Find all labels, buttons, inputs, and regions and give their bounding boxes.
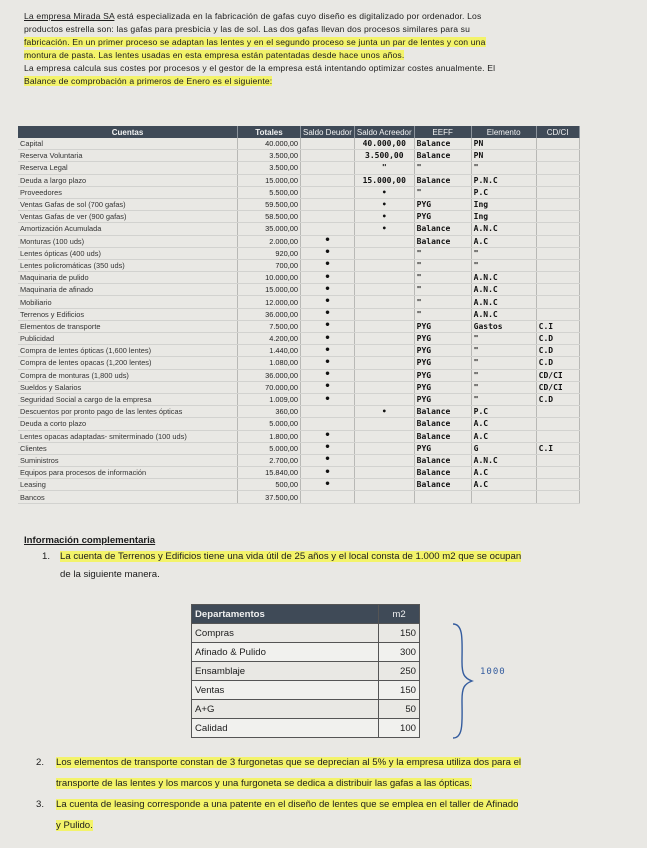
dept-row <box>192 719 420 738</box>
saldo-acreedor-value <box>354 442 414 454</box>
saldo-deudor-mark <box>301 418 355 430</box>
intro-line-4-text: montura de pasta. Las lentes usadas en esta empresa están patentadas desde hace unos años. <box>24 50 405 60</box>
elemento-annotation: " <box>471 381 536 393</box>
elemento-annotation: G <box>471 442 536 454</box>
saldo-acreedor-value <box>354 479 414 491</box>
account-name: Maquinaria de afinado <box>18 284 238 296</box>
cdci-annotation: C.D <box>536 333 579 345</box>
account-name: Capital <box>18 138 238 150</box>
saldo-deudor-mark <box>301 211 355 223</box>
cdci-annotation <box>536 406 579 418</box>
dept-row <box>192 662 420 681</box>
cdci-annotation <box>536 491 579 503</box>
cdci-annotation: CD/CI <box>536 381 579 393</box>
table-row <box>18 333 579 345</box>
note-2-number: 2. <box>36 757 45 768</box>
intro-line-3 <box>24 36 624 49</box>
table-row <box>18 491 579 503</box>
dept-header-name: Departamentos <box>192 605 379 624</box>
elemento-annotation: A.C <box>471 467 536 479</box>
table-row <box>18 198 579 210</box>
table-row <box>18 150 579 162</box>
eeff-annotation: PYG <box>414 198 471 210</box>
dept-m2: 50 <box>379 700 420 719</box>
header-cdci: CD/CI <box>536 126 579 138</box>
elemento-annotation: " <box>471 345 536 357</box>
intro-line-4 <box>24 49 624 62</box>
note-3-number: 3. <box>36 799 45 810</box>
cdci-annotation <box>536 430 579 442</box>
dept-name: Compras <box>192 624 379 643</box>
elemento-annotation: A.C <box>471 479 536 491</box>
elemento-annotation: PN <box>471 150 536 162</box>
intro-line-3-text: fabricación. En un primer proceso se adaptan las lentes y en el segundo proceso se junta un par de lentes y con una <box>24 37 486 47</box>
account-total: 37.500,00 <box>238 491 301 503</box>
saldo-acreedor-value <box>354 491 414 503</box>
account-total: 58.500,00 <box>238 211 301 223</box>
table-row <box>18 247 579 259</box>
elemento-annotation: A.N.C <box>471 223 536 235</box>
account-name: Compra de lentes ópticas (1,600 lentes) <box>18 345 238 357</box>
saldo-acreedor-value <box>354 259 414 271</box>
saldo-deudor-mark <box>301 186 355 198</box>
table-row <box>18 259 579 271</box>
saldo-deudor-mark: • <box>301 430 355 442</box>
saldo-deudor-mark: • <box>301 369 355 381</box>
eeff-annotation: " <box>414 272 471 284</box>
cdci-annotation <box>536 272 579 284</box>
account-total: 15.840,00 <box>238 467 301 479</box>
departments-table <box>191 604 420 738</box>
header-saldo-acreedor: Saldo Acreedor <box>354 126 414 138</box>
account-name: Mobiliario <box>18 296 238 308</box>
account-total: 500,00 <box>238 479 301 491</box>
saldo-deudor-mark <box>301 223 355 235</box>
saldo-deudor-mark: • <box>301 467 355 479</box>
table-row <box>18 479 579 491</box>
cdci-annotation <box>536 186 579 198</box>
saldo-acreedor-value: 3.500,00 <box>354 150 414 162</box>
elemento-annotation: A.C <box>471 235 536 247</box>
saldo-deudor-mark <box>301 491 355 503</box>
saldo-acreedor-value: • <box>354 198 414 210</box>
table-row <box>18 381 579 393</box>
cdci-annotation <box>536 296 579 308</box>
saldo-acreedor-value <box>354 308 414 320</box>
saldo-deudor-mark: • <box>301 393 355 405</box>
table-row <box>18 211 579 223</box>
cdci-annotation <box>536 479 579 491</box>
account-name: Bancos <box>18 491 238 503</box>
account-total: 10.000,00 <box>238 272 301 284</box>
eeff-annotation: PYG <box>414 211 471 223</box>
table-row <box>18 186 579 198</box>
dept-row <box>192 681 420 700</box>
account-total: 1.800,00 <box>238 430 301 442</box>
note-2-line-b: transporte de las lentes y los marcos y una furgoneta se dedica a distribuir las gafas a las ópticas. <box>56 778 472 789</box>
intro-line-6 <box>24 75 624 88</box>
account-name: Ventas Gafas de sol (700 gafas) <box>18 198 238 210</box>
eeff-annotation: PYG <box>414 393 471 405</box>
elemento-annotation: P.C <box>471 406 536 418</box>
saldo-acreedor-value <box>354 345 414 357</box>
eeff-annotation: PYG <box>414 381 471 393</box>
cdci-annotation <box>536 138 579 150</box>
dept-name: Calidad <box>192 719 379 738</box>
account-name: Seguridad Social a cargo de la empresa <box>18 393 238 405</box>
account-name: Compra de lentes opacas (1,200 lentes) <box>18 357 238 369</box>
saldo-deudor-mark <box>301 406 355 418</box>
account-total: 36.000,00 <box>238 369 301 381</box>
saldo-deudor-mark: • <box>301 235 355 247</box>
account-total: 3.500,00 <box>238 162 301 174</box>
info-title: Información complementaria <box>24 535 156 546</box>
table-row <box>18 272 579 284</box>
elemento-annotation: A.N.C <box>471 454 536 466</box>
account-name: Clientes <box>18 442 238 454</box>
curly-brace-annotation <box>450 622 476 740</box>
table-row <box>18 406 579 418</box>
cdci-annotation <box>536 284 579 296</box>
saldo-acreedor-value <box>354 454 414 466</box>
cdci-annotation <box>536 150 579 162</box>
saldo-deudor-mark: • <box>301 284 355 296</box>
cdci-annotation: CD/CI <box>536 369 579 381</box>
eeff-annotation: Balance <box>414 418 471 430</box>
account-total: 3.500,00 <box>238 150 301 162</box>
dept-m2: 250 <box>379 662 420 681</box>
saldo-deudor-mark: • <box>301 259 355 271</box>
saldo-acreedor-value: 40.000,00 <box>354 138 414 150</box>
eeff-annotation: " <box>414 186 471 198</box>
saldo-acreedor-value: • <box>354 186 414 198</box>
account-name: Amortización Acumulada <box>18 223 238 235</box>
saldo-deudor-mark <box>301 162 355 174</box>
account-total: 1.080,00 <box>238 357 301 369</box>
elemento-annotation: Ing <box>471 198 536 210</box>
saldo-deudor-mark: • <box>301 357 355 369</box>
account-name: Equipos para procesos de información <box>18 467 238 479</box>
elemento-annotation: A.N.C <box>471 284 536 296</box>
cdci-annotation <box>536 198 579 210</box>
dept-name: A+G <box>192 700 379 719</box>
note-1-line-b: de la siguiente manera. <box>60 569 160 580</box>
intro-line-1 <box>24 10 624 23</box>
table-row <box>18 454 579 466</box>
elemento-annotation: P.C <box>471 186 536 198</box>
account-name: Ventas Gafas de ver (900 gafas) <box>18 211 238 223</box>
eeff-annotation: PYG <box>414 442 471 454</box>
elemento-annotation: Gastos <box>471 320 536 332</box>
account-total: 2.000,00 <box>238 235 301 247</box>
elemento-annotation: A.C <box>471 418 536 430</box>
intro-line-5 <box>24 62 624 75</box>
eeff-annotation: PYG <box>414 345 471 357</box>
elemento-annotation: " <box>471 247 536 259</box>
eeff-annotation: " <box>414 308 471 320</box>
eeff-annotation: Balance <box>414 150 471 162</box>
dept-name: Afinado & Pulido <box>192 643 379 662</box>
elemento-annotation: A.N.C <box>471 272 536 284</box>
elemento-annotation: P.N.C <box>471 174 536 186</box>
saldo-deudor-mark: • <box>301 345 355 357</box>
eeff-annotation: " <box>414 162 471 174</box>
account-total: 920,00 <box>238 247 301 259</box>
eeff-annotation: Balance <box>414 467 471 479</box>
saldo-acreedor-value <box>354 272 414 284</box>
elemento-annotation: " <box>471 333 536 345</box>
eeff-annotation: " <box>414 296 471 308</box>
intro-line-2: productos estrella son: las gafas para presbicia y las de sol. Las dos gafas llevan dos procesos similares para su <box>24 24 471 34</box>
saldo-acreedor-value: " <box>354 162 414 174</box>
saldo-deudor-mark: • <box>301 442 355 454</box>
account-name: Proveedores <box>18 186 238 198</box>
saldo-acreedor-value <box>354 333 414 345</box>
elemento-annotation: PN <box>471 138 536 150</box>
eeff-annotation: PYG <box>414 357 471 369</box>
account-total: 15.000,00 <box>238 284 301 296</box>
account-name: Deuda a largo plazo <box>18 174 238 186</box>
saldo-deudor-mark: • <box>301 381 355 393</box>
saldo-acreedor-value <box>354 284 414 296</box>
account-total: 40.000,00 <box>238 138 301 150</box>
intro-line-6-text: Balance de comprobación a primeros de Enero es el siguiente: <box>24 76 273 86</box>
table-row <box>18 320 579 332</box>
saldo-deudor-mark: • <box>301 333 355 345</box>
table-row <box>18 308 579 320</box>
eeff-annotation: Balance <box>414 479 471 491</box>
company-name: La empresa Mirada SA <box>24 11 115 21</box>
saldo-acreedor-value <box>354 296 414 308</box>
cdci-annotation <box>536 308 579 320</box>
note-1-number: 1. <box>42 551 51 562</box>
account-name: Lentes opacas adaptadas- smiterminado (100 uds) <box>18 430 238 442</box>
saldo-deudor-mark <box>301 150 355 162</box>
account-total: 7.500,00 <box>238 320 301 332</box>
account-total: 1.009,00 <box>238 393 301 405</box>
header-saldo-deudor: Saldo Deudor <box>301 126 355 138</box>
cdci-annotation <box>536 259 579 271</box>
dept-m2: 150 <box>379 624 420 643</box>
dept-row <box>192 700 420 719</box>
saldo-deudor-mark: • <box>301 272 355 284</box>
eeff-annotation <box>414 491 471 503</box>
saldo-acreedor-value <box>354 393 414 405</box>
account-total: 5.000,00 <box>238 442 301 454</box>
eeff-annotation: " <box>414 247 471 259</box>
elemento-annotation <box>471 491 536 503</box>
account-name: Lentes ópticas (400 uds) <box>18 247 238 259</box>
saldo-deudor-mark <box>301 198 355 210</box>
cdci-annotation <box>536 174 579 186</box>
account-name: Terrenos y Edificios <box>18 308 238 320</box>
eeff-annotation: PYG <box>414 369 471 381</box>
saldo-deudor-mark: • <box>301 320 355 332</box>
account-name: Descuentos por pronto pago de las lentes ópticas <box>18 406 238 418</box>
dept-name: Ventas <box>192 681 379 700</box>
eeff-annotation: " <box>414 284 471 296</box>
intro-line-5-text: La empresa calcula sus costes por procesos y el gestor de la empresa está intentando optimizar costes anualmente. El <box>24 63 496 73</box>
eeff-annotation: PYG <box>414 320 471 332</box>
saldo-acreedor-value <box>354 381 414 393</box>
cdci-annotation: C.D <box>536 357 579 369</box>
note-3-line-b: y Pulido. <box>56 820 93 831</box>
intro-line-1-rest: está especializada en la fabricación de gafas cuyo diseño es digitalizado por ordenador. Los <box>114 11 482 21</box>
account-name: Reserva Legal <box>18 162 238 174</box>
account-total: 59.500,00 <box>238 198 301 210</box>
table-row <box>18 296 579 308</box>
elemento-annotation: A.N.C <box>471 296 536 308</box>
dept-header-m2: m2 <box>379 605 420 624</box>
cdci-annotation: C.I <box>536 442 579 454</box>
header-totales: Totales <box>238 126 301 138</box>
elemento-annotation: " <box>471 259 536 271</box>
eeff-annotation: Balance <box>414 235 471 247</box>
account-name: Suministros <box>18 454 238 466</box>
table-row <box>18 430 579 442</box>
note-3-line-a: La cuenta de leasing corresponde a una patente en el diseño de lentes que se emplea en el taller de Afinado <box>56 799 519 810</box>
cdci-annotation: C.D <box>536 345 579 357</box>
account-total: 360,00 <box>238 406 301 418</box>
account-total: 12.000,00 <box>238 296 301 308</box>
table-row <box>18 442 579 454</box>
table-row <box>18 174 579 186</box>
saldo-deudor-mark: • <box>301 296 355 308</box>
note-1-line-a: La cuenta de Terrenos y Edificios tiene una vida útil de 25 años y el local consta de 1.000 m2 que se ocupan <box>60 551 522 562</box>
account-total: 2.700,00 <box>238 454 301 466</box>
dept-row <box>192 643 420 662</box>
saldo-acreedor-value <box>354 467 414 479</box>
saldo-acreedor-value <box>354 320 414 332</box>
dept-name: Ensamblaje <box>192 662 379 681</box>
cdci-annotation <box>536 223 579 235</box>
notes-2-3 <box>36 752 636 836</box>
elemento-annotation: " <box>471 369 536 381</box>
header-eeff: EEFF <box>414 126 471 138</box>
cdci-annotation: C.I <box>536 320 579 332</box>
saldo-acreedor-value: • <box>354 211 414 223</box>
eeff-annotation: " <box>414 259 471 271</box>
dept-m2: 100 <box>379 719 420 738</box>
saldo-deudor-mark: • <box>301 247 355 259</box>
elemento-annotation: Ing <box>471 211 536 223</box>
account-name: Sueldos y Salarios <box>18 381 238 393</box>
table-row <box>18 369 579 381</box>
table-row <box>18 138 579 150</box>
eeff-annotation: PYG <box>414 333 471 345</box>
dept-m2: 300 <box>379 643 420 662</box>
saldo-acreedor-value <box>354 418 414 430</box>
saldo-acreedor-value: • <box>354 223 414 235</box>
account-total: 4.200,00 <box>238 333 301 345</box>
saldo-deudor-mark <box>301 174 355 186</box>
account-name: Reserva Voluntaria <box>18 150 238 162</box>
account-total: 1.440,00 <box>238 345 301 357</box>
account-total: 70.000,00 <box>238 381 301 393</box>
header-cuentas: Cuentas <box>18 126 238 138</box>
table-row <box>18 357 579 369</box>
table-row <box>18 284 579 296</box>
account-name: Maquinaria de pulido <box>18 272 238 284</box>
elemento-annotation: A.N.C <box>471 308 536 320</box>
account-total: 700,00 <box>238 259 301 271</box>
brace-total-annotation: 1000 <box>480 667 506 677</box>
eeff-annotation: Balance <box>414 454 471 466</box>
saldo-acreedor-value <box>354 357 414 369</box>
saldo-acreedor-value: • <box>354 406 414 418</box>
eeff-annotation: Balance <box>414 223 471 235</box>
account-name: Elementos de transporte <box>18 320 238 332</box>
account-total: 5.500,00 <box>238 186 301 198</box>
dept-m2: 150 <box>379 681 420 700</box>
elemento-annotation: " <box>471 393 536 405</box>
elemento-annotation: A.C <box>471 430 536 442</box>
account-name: Publicidad <box>18 333 238 345</box>
account-name: Monturas (100 uds) <box>18 235 238 247</box>
table-row <box>18 223 579 235</box>
table-row <box>18 345 579 357</box>
note-2-line-a: Los elementos de transporte constan de 3 furgonetas que se deprecian al 5% y la empresa utiliza dos para el <box>56 757 522 768</box>
cdci-annotation <box>536 162 579 174</box>
intro-text <box>24 10 624 88</box>
table-row <box>18 418 579 430</box>
saldo-acreedor-value <box>354 235 414 247</box>
cdci-annotation <box>536 211 579 223</box>
table-row <box>18 393 579 405</box>
table-row <box>18 162 579 174</box>
eeff-annotation: Balance <box>414 406 471 418</box>
table-row <box>18 467 579 479</box>
note-1 <box>42 548 632 584</box>
elemento-annotation: " <box>471 357 536 369</box>
eeff-annotation: Balance <box>414 138 471 150</box>
balance-table-body <box>18 138 579 503</box>
saldo-deudor-mark: • <box>301 479 355 491</box>
cdci-annotation <box>536 235 579 247</box>
cdci-annotation <box>536 467 579 479</box>
saldo-deudor-mark: • <box>301 308 355 320</box>
balance-table <box>18 126 580 504</box>
saldo-acreedor-value <box>354 430 414 442</box>
account-total: 36.000,00 <box>238 308 301 320</box>
account-total: 5.000,00 <box>238 418 301 430</box>
eeff-annotation: Balance <box>414 174 471 186</box>
account-name: Lentes policromáticas (350 uds) <box>18 259 238 271</box>
dept-row <box>192 624 420 643</box>
departments-table-body <box>192 624 420 738</box>
eeff-annotation: Balance <box>414 430 471 442</box>
account-total: 15.000,00 <box>238 174 301 186</box>
saldo-acreedor-value: 15.000,00 <box>354 174 414 186</box>
account-total: 35.000,00 <box>238 223 301 235</box>
account-name: Leasing <box>18 479 238 491</box>
cdci-annotation <box>536 418 579 430</box>
account-name: Deuda a corto plazo <box>18 418 238 430</box>
saldo-deudor-mark: • <box>301 454 355 466</box>
saldo-acreedor-value <box>354 247 414 259</box>
saldo-deudor-mark <box>301 138 355 150</box>
header-elemento: Elemento <box>471 126 536 138</box>
table-row <box>18 235 579 247</box>
saldo-acreedor-value <box>354 369 414 381</box>
cdci-annotation: C.D <box>536 393 579 405</box>
account-name: Compra de monturas (1,800 uds) <box>18 369 238 381</box>
elemento-annotation: " <box>471 162 536 174</box>
cdci-annotation <box>536 454 579 466</box>
cdci-annotation <box>536 247 579 259</box>
